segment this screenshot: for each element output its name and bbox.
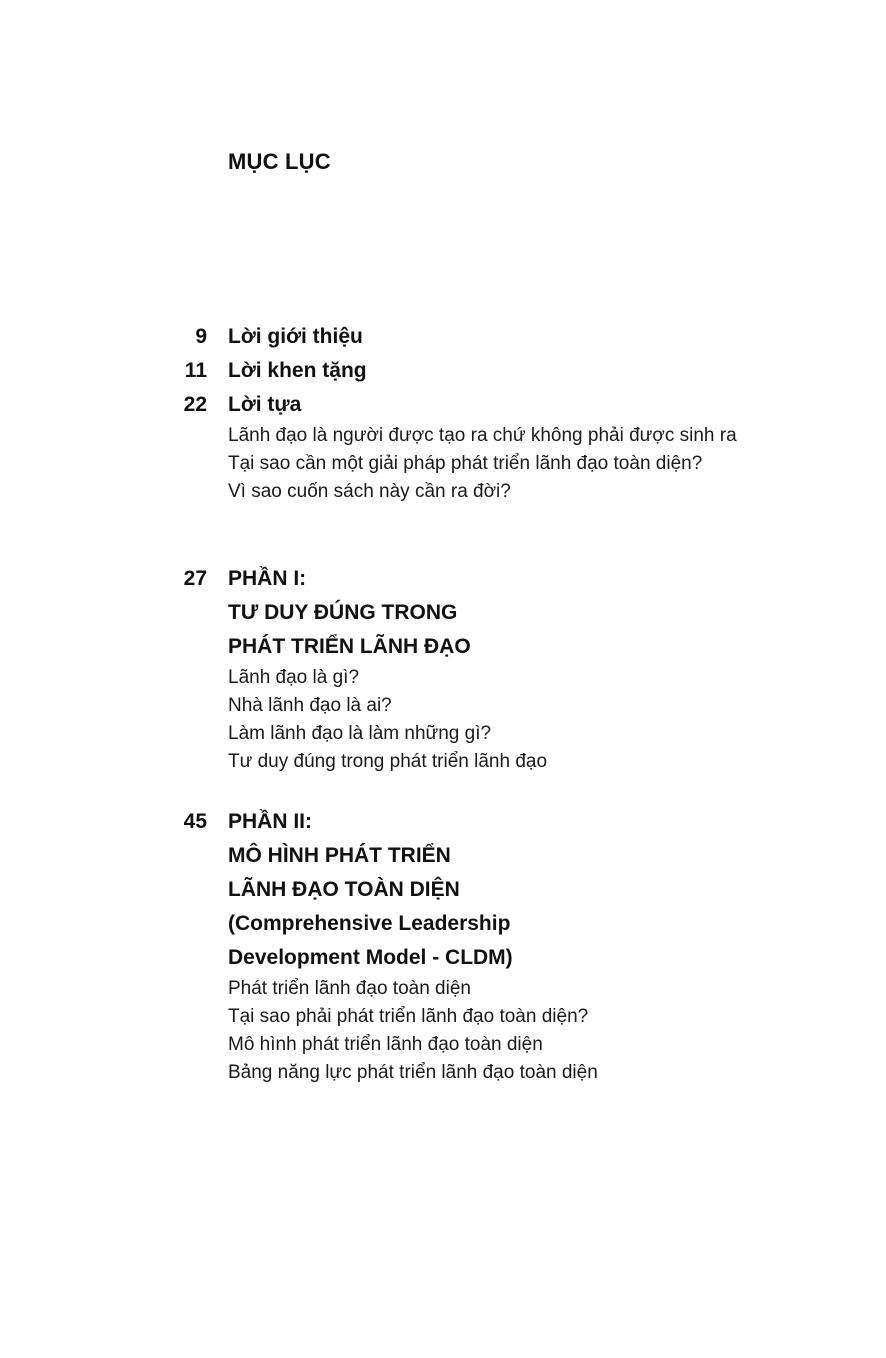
- subtopic: Bảng năng lực phát triển lãnh đạo toàn diện: [228, 1062, 598, 1083]
- entry-heading: [228, 805, 828, 1087]
- subtopic-list: [228, 422, 828, 506]
- heading-line: PHẦN II:: [228, 810, 312, 833]
- entry-heading: [228, 354, 828, 388]
- heading-line: Development Model - CLDM): [228, 946, 513, 969]
- subtopic: Lãnh đạo là gì?: [228, 667, 360, 688]
- entry-heading: [228, 320, 828, 354]
- page-number: 27: [183, 567, 207, 590]
- toc-title: MỤC LỤC: [228, 149, 331, 174]
- entry-heading: [228, 388, 828, 506]
- heading-line: PHẦN I:: [228, 567, 307, 590]
- heading-line: (Comprehensive Leadership: [228, 912, 511, 935]
- subtopic-list: [228, 664, 828, 776]
- heading-line: Lời khen tặng: [228, 359, 367, 382]
- subtopic: Tư duy đúng trong phát triển lãnh đạo: [228, 751, 548, 772]
- subtopic: Tại sao phải phát triển lãnh đạo toàn diện?: [228, 1006, 589, 1027]
- subtopic: Vì sao cuốn sách này cần ra đời?: [228, 481, 511, 502]
- page-number: 11: [184, 359, 207, 382]
- subtopic: Tại sao cần một giải pháp phát triển lãnh đạo toàn diện?: [228, 453, 703, 474]
- subtopic: Phát triển lãnh đạo toàn diện: [228, 978, 471, 999]
- page-number: 45: [183, 810, 207, 833]
- subtopic: Làm lãnh đạo là làm những gì?: [228, 723, 492, 744]
- heading-line: Lời giới thiệu: [228, 325, 363, 348]
- heading-line: PHÁT TRIỂN LÃNH ĐẠO: [228, 635, 471, 658]
- subtopic-list: [228, 975, 828, 1087]
- heading-line: Lời tựa: [228, 393, 302, 416]
- heading-line: MÔ HÌNH PHÁT TRIỂN: [228, 844, 451, 867]
- entry-heading: [228, 562, 828, 776]
- page-number: 22: [183, 393, 207, 416]
- page-number: 9: [195, 325, 207, 348]
- subtopic: Mô hình phát triển lãnh đạo toàn diện: [228, 1034, 543, 1055]
- heading-line: TƯ DUY ĐÚNG TRONG: [228, 601, 458, 624]
- subtopic: Lãnh đạo là người được tạo ra chứ không phải được sinh ra: [228, 425, 737, 446]
- subtopic: Nhà lãnh đạo là ai?: [228, 695, 392, 716]
- heading-line: LÃNH ĐẠO TOÀN DIỆN: [228, 878, 460, 901]
